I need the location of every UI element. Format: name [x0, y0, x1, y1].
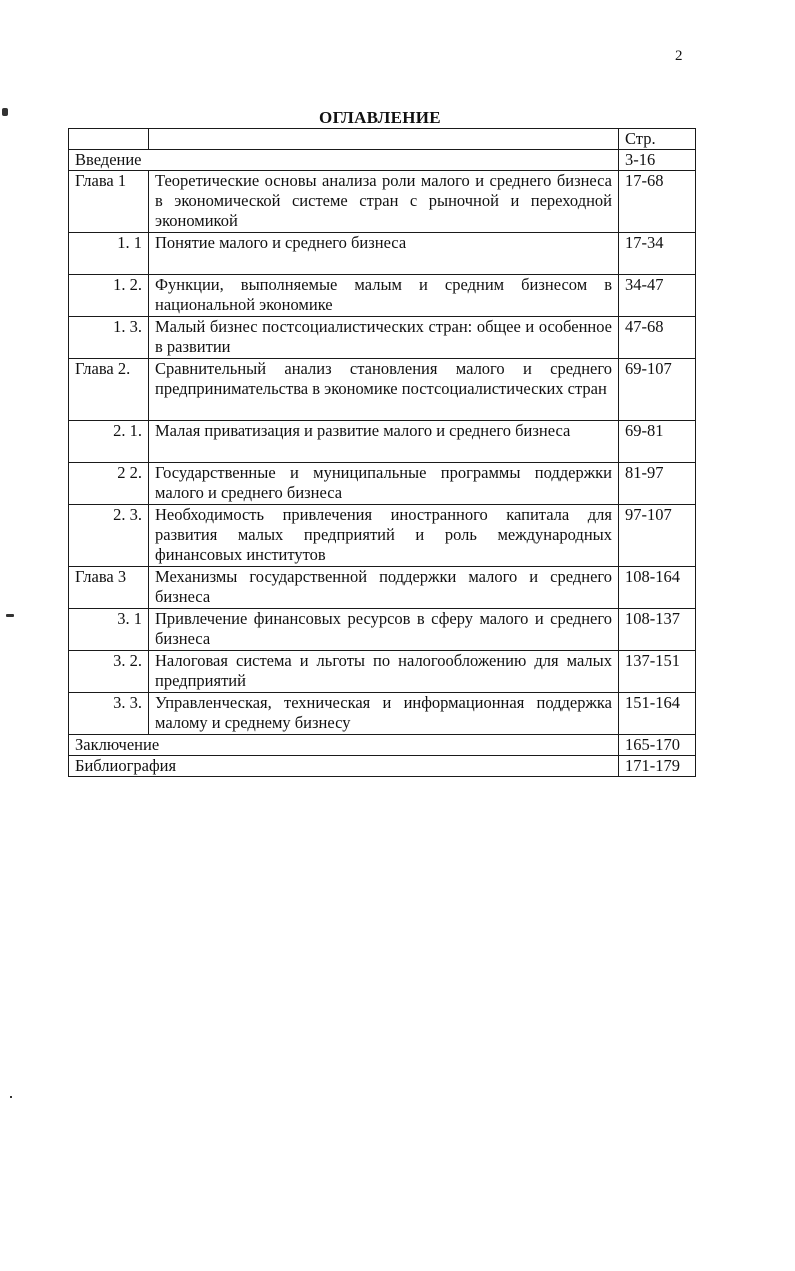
- section-title: Государственные и муниципальные программы поддержки малого и среднего бизнеса: [149, 463, 619, 505]
- toc-row-section: [69, 693, 696, 735]
- toc-row-chapter: [69, 567, 696, 609]
- section-pages: 137-151: [619, 651, 696, 693]
- section-pages: 17-34: [619, 233, 696, 275]
- toc-header-blank: [69, 129, 149, 150]
- section-title: Налоговая система и льготы по налогообложению для малых предприятий: [149, 651, 619, 693]
- toc-intro-pages: 3-16: [619, 150, 696, 171]
- chapter-title: Механизмы государственной поддержки малого и среднего бизнеса: [149, 567, 619, 609]
- section-number: 2 2.: [69, 463, 149, 505]
- section-number: 2. 3.: [69, 505, 149, 567]
- section-title: Малый бизнес постсоциалистических стран: общее и особенное в развитии: [149, 317, 619, 359]
- chapter-pages: 69-107: [619, 359, 696, 421]
- toc-row-section: [69, 317, 696, 359]
- section-pages: 47-68: [619, 317, 696, 359]
- chapter-label: Глава 1: [69, 171, 149, 233]
- toc-row-section: [69, 275, 696, 317]
- chapter-title: Сравнительный анализ становления малого и среднего предпринимательства в экономике постсоциалистических стран: [149, 359, 619, 421]
- section-pages: 34-47: [619, 275, 696, 317]
- toc-conclusion-label: Заключение: [69, 735, 619, 756]
- toc-row-section: [69, 233, 696, 275]
- toc-header-pages: Стр.: [619, 129, 696, 150]
- scan-speck: [2, 108, 8, 116]
- chapter-label: Глава 3: [69, 567, 149, 609]
- toc-row-section: [69, 505, 696, 567]
- toc-row-section: [69, 609, 696, 651]
- section-title: Управленческая, техническая и информационная поддержка малому и среднему бизнесу: [149, 693, 619, 735]
- section-title: Понятие малого и среднего бизнеса: [149, 233, 619, 275]
- toc-row-section: [69, 651, 696, 693]
- section-pages: 81-97: [619, 463, 696, 505]
- toc-row-chapter: [69, 359, 696, 421]
- chapter-pages: 108-164: [619, 567, 696, 609]
- page-title: ОГЛАВЛЕНИЕ: [319, 108, 441, 127]
- toc-row-chapter: [69, 171, 696, 233]
- toc-row-intro: [69, 150, 696, 171]
- toc-bibliography-label: Библиография: [69, 756, 619, 777]
- section-title: Малая приватизация и развитие малого и среднего бизнеса: [149, 421, 619, 463]
- toc-row-bibliography: [69, 756, 696, 777]
- section-pages: 151-164: [619, 693, 696, 735]
- toc-bibliography-pages: 171-179: [619, 756, 696, 777]
- scan-speck: [6, 614, 14, 617]
- toc-row-section: [69, 421, 696, 463]
- section-number: 1. 1: [69, 233, 149, 275]
- toc-row-conclusion: [69, 735, 696, 756]
- section-title: Привлечение финансовых ресурсов в сферу малого и среднего бизнеса: [149, 609, 619, 651]
- toc-conclusion-pages: 165-170: [619, 735, 696, 756]
- section-title: Необходимость привлечения иностранного капитала для развития малых предприятий и роль международных финансовых институтов: [149, 505, 619, 567]
- toc-header-row: [69, 129, 696, 150]
- section-title: Функции, выполняемые малым и средним бизнесом в национальной экономике: [149, 275, 619, 317]
- section-number: 1. 3.: [69, 317, 149, 359]
- scan-speck: [10, 1096, 12, 1098]
- toc-intro-label: Введение: [69, 150, 619, 171]
- section-pages: 69-81: [619, 421, 696, 463]
- section-number: 1. 2.: [69, 275, 149, 317]
- chapter-title: Теоретические основы анализа роли малого и среднего бизнеса в экономической системе стран с рыночной и переходной экономикой: [149, 171, 619, 233]
- section-number: 3. 3.: [69, 693, 149, 735]
- toc-header-blank: [149, 129, 619, 150]
- page-number: 2: [675, 48, 683, 64]
- section-pages: 108-137: [619, 609, 696, 651]
- section-number: 3. 2.: [69, 651, 149, 693]
- toc-row-section: [69, 463, 696, 505]
- chapter-label: Глава 2.: [69, 359, 149, 421]
- section-number: 3. 1: [69, 609, 149, 651]
- section-number: 2. 1.: [69, 421, 149, 463]
- chapter-pages: 17-68: [619, 171, 696, 233]
- section-pages: 97-107: [619, 505, 696, 567]
- toc-table: [68, 128, 696, 777]
